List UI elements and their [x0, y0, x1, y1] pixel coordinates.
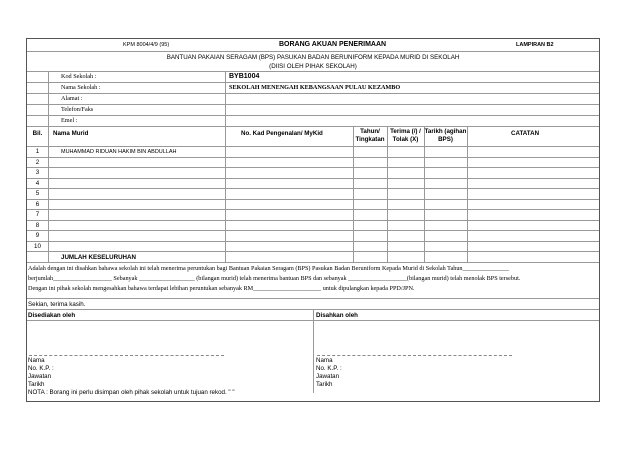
row-bil: 1: [35, 148, 40, 155]
emel-label: Emel :: [61, 117, 78, 124]
right-field-nama: Nama: [316, 357, 333, 364]
ref-code: KPM 8004/4/9 (95): [123, 42, 170, 48]
row-bil: 5: [35, 190, 40, 197]
left-field-nama: Nama: [28, 357, 45, 364]
table-row: [27, 189, 599, 200]
signature-area: [27, 321, 599, 401]
table-body: [27, 147, 599, 263]
table-row: [27, 231, 599, 242]
table-row: [27, 168, 599, 179]
kod-sekolah-label: Kod Sekolah :: [61, 73, 97, 80]
row-nama: MUHAMMAD RIDUAN HAKIM BIN ABDULLAH: [61, 149, 177, 155]
nama-sekolah-row: [27, 83, 599, 94]
table-row: [27, 158, 599, 169]
row-bil: 8: [35, 221, 40, 229]
closing-text: Sekian, terima kasih.: [28, 301, 86, 308]
form-title: BORANG AKUAN PENERIMAAN: [279, 41, 387, 48]
alamat-label: Alamat :: [61, 95, 83, 102]
right-signature-line: [317, 355, 512, 356]
table-row: [27, 200, 599, 211]
col-header-terima: Terima (/) / Tolak (X): [390, 128, 421, 143]
alamat-row: [27, 94, 599, 105]
right-field-jawatan: Jawatan: [316, 373, 340, 380]
form-subtitle-note: (DIISI OLEH PIHAK SEKOLAH): [269, 63, 357, 70]
nama-sekolah-label: Nama Sekolah :: [61, 84, 101, 91]
emel-row: [27, 116, 599, 127]
table-total-row: [27, 252, 599, 263]
table-row: [27, 210, 599, 221]
kod-sekolah-row: [27, 72, 599, 83]
form-subtitle: BANTUAN PAKAIAN SERAGAM (BPS) PASUKAN BADAN BERUNIFORM KEPADA MURID DI SEKOLAH: [166, 54, 460, 61]
col-header-kp: No. Kad Pengenalan/ MyKid: [241, 130, 323, 137]
table-header-row: [27, 127, 599, 147]
declaration-line-1: Adalah dengan ini disahkan bahawa sekolah ini telah menerima peruntukan bagi Bantuan Pakaian Seragam (BPS) Pasukan Badan Beruniform Kepada Murid di Sekolah Tahun_______________: [28, 265, 509, 272]
disediakan-label: Disediakan oleh: [28, 312, 76, 319]
row-bil: 4: [35, 179, 40, 187]
row-bil: 9: [35, 232, 40, 239]
form-title-row: [27, 39, 599, 52]
row-bil: 7: [35, 211, 40, 218]
signature-header-row: [27, 310, 599, 321]
acceptance-form: [26, 38, 600, 402]
declaration-line-3: Dengan ini pihak sekolah mengesahkan bahawa terdapat lebihan peruntukan sebanyak RM______________________ untuk dipulangkan kepada PPD/JPN.: [28, 285, 415, 292]
declaration-line-2: berjumlah___________________ Sebanyak __________________ (bilangan murid) telah menerima bantuan BPS dan sebanyak ___________________(bilangan murid) telah menolak BPS tersebut.: [28, 275, 521, 282]
lampiran-label: LAMPIRAN B2: [516, 42, 554, 48]
form-subtitle-row: [27, 52, 599, 72]
left-signature-line: [29, 355, 224, 356]
row-bil: 6: [35, 200, 40, 208]
closing-row: [27, 299, 599, 310]
footer-note: NOTA : Borang ini perlu disimpan oleh pihak sekolah untuk tujuan rekod. " ": [28, 389, 235, 396]
table-row: [27, 147, 599, 158]
telefon-row: [27, 105, 599, 116]
col-header-catatan: CATATAN: [511, 130, 540, 137]
table-row: [27, 179, 599, 190]
row-bil: 3: [35, 169, 40, 176]
row-bil: 10: [34, 242, 41, 250]
col-header-bil: Bil.: [32, 130, 43, 137]
table-row: [27, 221, 599, 232]
row-bil: 2: [35, 158, 40, 166]
right-field-kp: No. K.P. :: [316, 365, 342, 372]
col-header-tarikh: Tarikh (agihan BPS): [424, 128, 467, 143]
disahkan-label: Disahkan oleh: [316, 312, 358, 319]
kod-sekolah-value: BYB1004: [229, 73, 260, 80]
col-header-nama: Nama Murid: [53, 130, 89, 137]
total-label: JUMLAH KESELURUHAN: [61, 254, 136, 261]
table-row: [27, 242, 599, 253]
left-field-jawatan: Jawatan: [28, 373, 52, 380]
left-field-kp: No. K.P. :: [28, 365, 54, 372]
right-field-tarikh: Tarikh: [316, 381, 333, 388]
nama-sekolah-value: SEKOLAH MENENGAH KEBANGSAAN PULAU KEZAMBO: [229, 84, 401, 91]
left-field-tarikh: Tarikh: [28, 381, 45, 388]
declaration-block: [27, 263, 599, 299]
col-header-tahun: Tahun/ Tingkatan: [355, 128, 385, 143]
telefon-label: Telefon/Faks: [61, 106, 94, 113]
